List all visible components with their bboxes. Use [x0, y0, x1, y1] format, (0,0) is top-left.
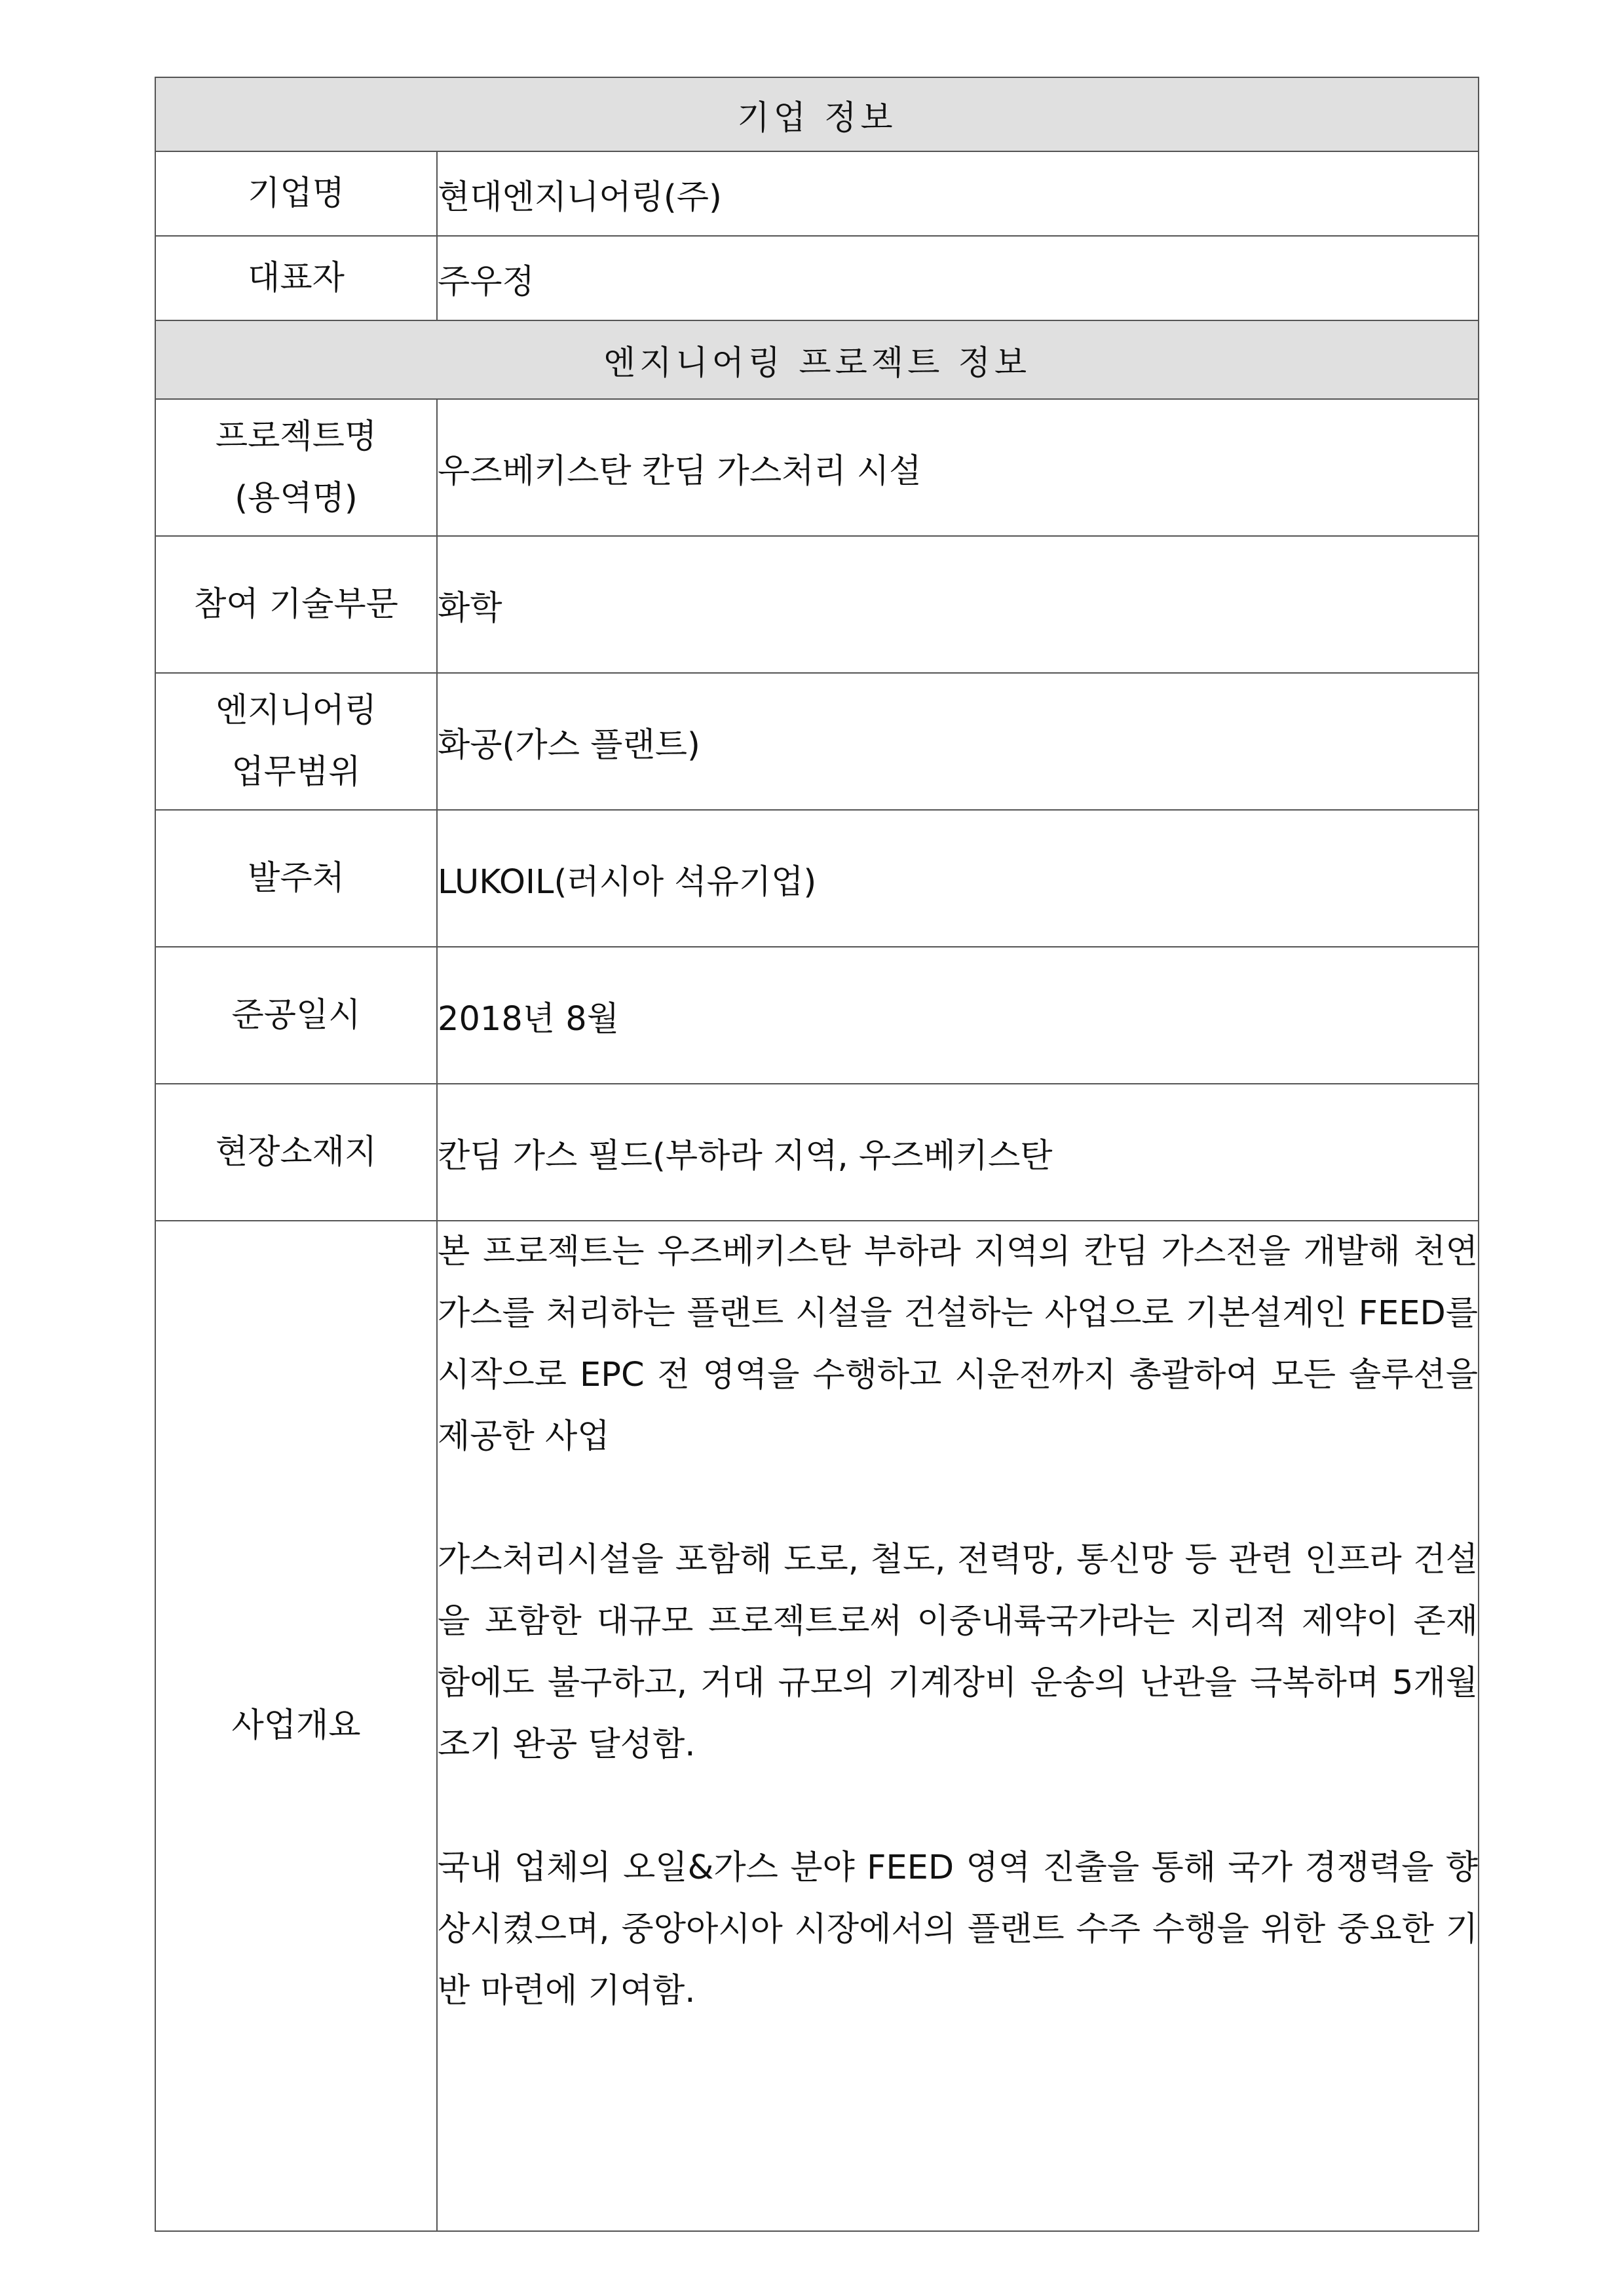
scope-value: 화공(가스 플랜트)	[437, 673, 1479, 810]
overview-label: 사업개요	[155, 1221, 437, 2231]
client-label: 발주처	[155, 810, 437, 947]
table-row	[155, 1084, 1479, 1221]
tech-field-value: 화학	[437, 536, 1479, 673]
project-info-table	[155, 77, 1479, 2232]
scope-label-line2: 업무범위	[231, 752, 361, 792]
client-value: LUKOIL(러시아 석유기업)	[437, 810, 1479, 947]
project-name-label	[155, 399, 437, 536]
table-row	[155, 810, 1479, 947]
table-row	[155, 1221, 1479, 2231]
completion-date-label: 준공일시	[155, 947, 437, 1084]
company-section-header	[155, 77, 1479, 151]
project-name-value: 우즈베키스탄 칸딤 가스처리 시설	[437, 399, 1479, 536]
overview-value	[437, 1221, 1479, 2231]
project-name-label-line1: 프로젝트명	[215, 417, 377, 456]
table-row	[155, 399, 1479, 536]
site-location-value: 칸딤 가스 필드(부하라 지역, 우즈베키스탄	[437, 1084, 1479, 1221]
project-section-title: 엔지니어링 프로젝트 정보	[155, 320, 1479, 399]
table-row	[155, 673, 1479, 810]
ceo-label: 대표자	[155, 236, 437, 320]
overview-paragraph-1: 본 프로젝트는 우즈베키스탄 부하라 지역의 칸딤 가스전을 개발해 천연가스를 처리하는 플랜트 시설을 건설하는 사업으로 기본설계인 FEED를 시작으로 EPC 전 영역을 수행하고 시운전까지 총괄하여 모든 솔루션을 제공한 사업	[438, 1233, 1478, 1456]
ceo-value: 주우정	[437, 236, 1479, 320]
table-row	[155, 151, 1479, 236]
scope-label	[155, 673, 437, 810]
overview-paragraph-2: 가스처리시설을 포함해 도로, 철도, 전력망, 통신망 등 관련 인프라 건설을 포함한 대규모 프로젝트로써 이중내륙국가라는 지리적 제약이 존재함에도 불구하고, 거대 규모의 기계장비 운송의 난관을 극복하며 5개월 조기 완공 달성함.	[438, 1540, 1478, 1764]
tech-field-label: 참여 기술부문	[155, 536, 437, 673]
table-row	[155, 536, 1479, 673]
project-name-label-line2: (용역명)	[235, 478, 358, 518]
project-section-header	[155, 320, 1479, 399]
table-row	[155, 947, 1479, 1084]
company-name-label: 기업명	[155, 151, 437, 236]
company-name-value: 현대엔지니어링(주)	[437, 151, 1479, 236]
site-location-label: 현장소재지	[155, 1084, 437, 1221]
table-row	[155, 236, 1479, 320]
scope-label-line1: 엔지니어링	[215, 691, 377, 730]
overview-paragraph-3: 국내 업체의 오일&가스 분야 FEED 영역 진출을 통해 국가 경쟁력을 향상시켰으며, 중앙아시아 시장에서의 플랜트 수주 수행을 위한 중요한 기반 마련에 기여함.	[438, 1848, 1478, 2010]
company-section-title: 기업 정보	[155, 77, 1479, 151]
completion-date-value: 2018년 8월	[437, 947, 1479, 1084]
